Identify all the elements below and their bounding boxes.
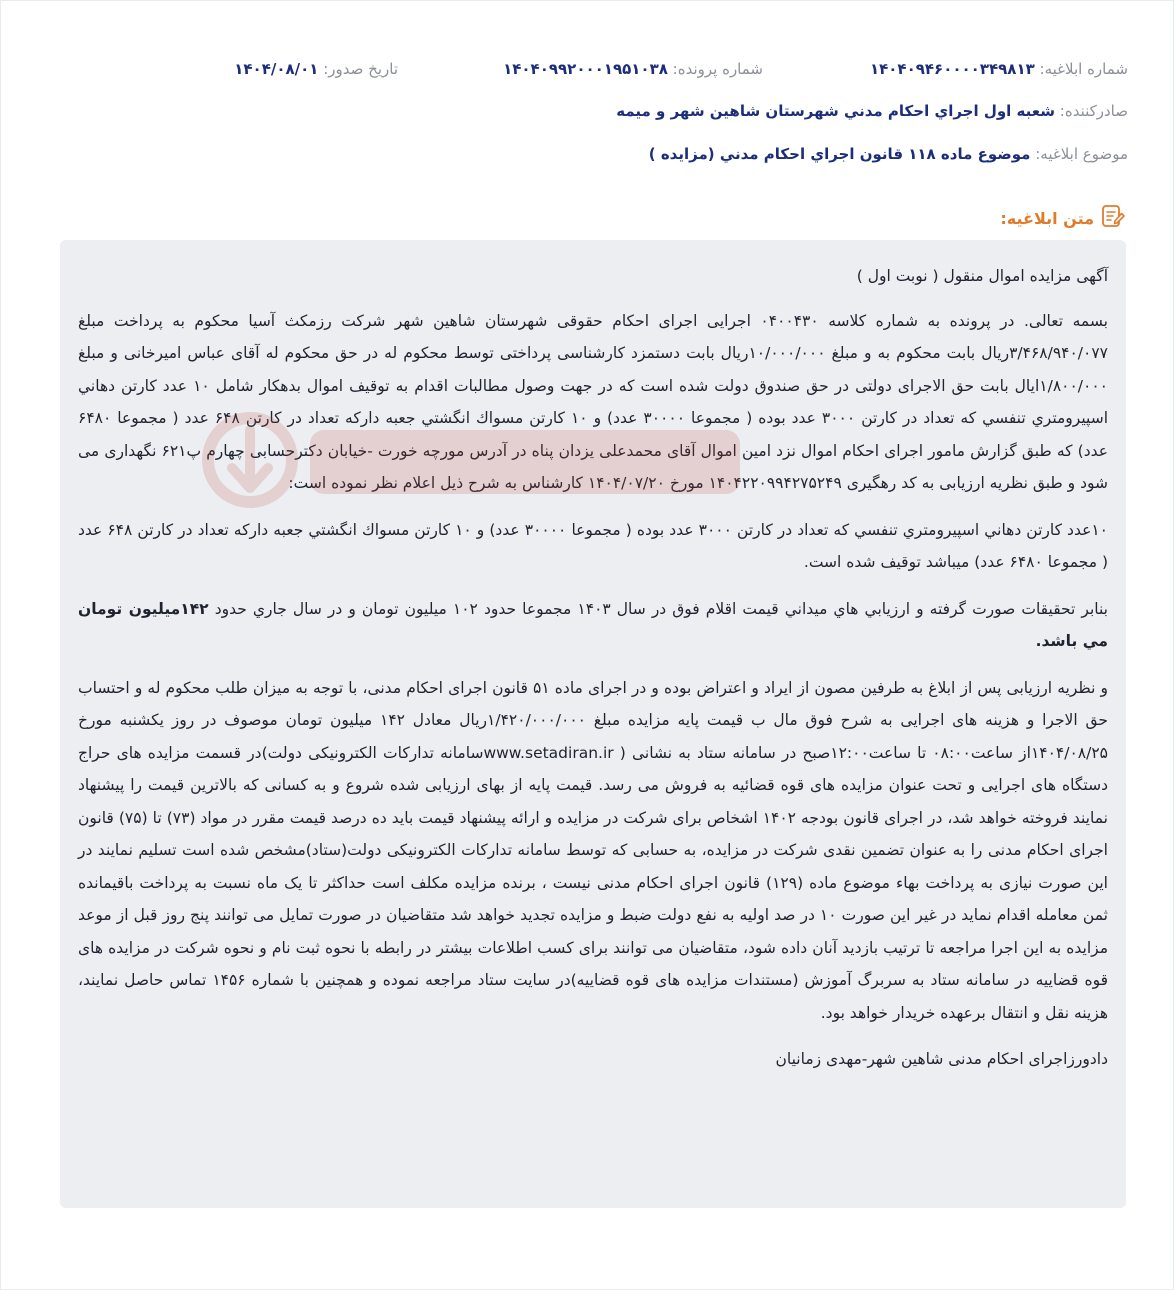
paragraph-4: و نظریه ارزیابی پس از ابلاغ به طرفین مصون از ایراد و اعتراض بوده و در اجرای ماده ۵۱ قانون اجرای احکام مدنی، با توجه به میزان طلب محکوم له و احتساب حق الاجرا و هزینه های اجرایی به شرح فوق مال ب قیمت پایه مزایده مبلغ ۱/۴۲۰/۰۰۰/۰۰۰ریال معادل ۱۴۲ میلیون تومان موصوف در روز یکشنبه مورخ ۱۴۰۴/۰۸/۲۵از ساعت۰۸:۰۰ تا ساعت۱۲:۰۰صبح در سامانه ستاد به نشانی ( www.setadiran.irسامانه تدارکات الکترونیکی دولت)در قسمت مزایده های حراج دستگاه های اجرایی و تحت عنوان مزایده های قوه قضائیه به فروش می رسد. قیمت پایه از بهای ارزیابی شده شروع و به کسانی که بالاترین قیمت را پیشنهاد نمایند فروخته خواهد شد، در اجرای قانون بودجه ۱۴۰۲ اشخاص برای شرکت در مزایده و ارائه پیشنهاد قیمت باید ده درصد قیمت مقرر در مواد (۷۳) تا (۷۵) قانون اجرای احکام مدنی را به عنوان تضمین نقدی شرکت در مزایده، به حسابی که توسط سامانه تدارکات الکترونیکی دولت(ستاد)مشخص شده است تسلیم نمایند در این صورت نیازی به پرداخت بهاء موضوع ماده (۱۲۹) قانون اجرای احکام مدنی نیست ، برنده مزایده مکلف است حداکثر تا یک ماه نسبت به پرداخت باقیمانده ثمن معامله اقدام نماید در غیر این صورت ۱۰ در صد اولیه به نفع دولت ضبط و مزایده تجدید خواهد شد متقاضیان در صورت تمایل می توانند پنج روز قبل از موعد مزایده به این اجرا مراجعه تا ترتیب بازدید آنان داده شود، متقاضیان می توانند برای کسب اطلاعات بیشتر در رابطه با نحوه ثبت نام و نحوه شرکت در مزایده های قوه قضاییه در سامانه ستاد به سربرگ آموزش (مستندات مزایده های قوه قضاییه)در سایت ستاد مراجعه نموده و همچنین با شماره ۱۴۵۶ تماس حاصل نمایند، هزینه نقل و انتقال برعهده خریدار خواهد بود.	[78, 678, 1108, 1022]
paragraph-3-bold: ۱۴۲ميليون تومان مي باشد.	[78, 599, 1108, 650]
notice-number	[870, 60, 1128, 78]
case-number	[503, 60, 763, 78]
issue-date-label: تاریخ صدور:	[323, 60, 398, 78]
paragraph-1: بسمه تعالی. در پرونده به شماره کلاسه ۰۴۰۰۴۳۰ اجرایی اجرای احکام حقوقی شهرستان شاهین شهر شرکت رزمکث آسیا محکوم به پرداخت مبلغ ۳/۴۶۸/۹۴۰/۰۷۷ریال بابت محکوم به و مبلغ ۱۰/۰۰۰/۰۰۰ریال بابت دستمزد کارشناسی پرداختی توسط محکوم له در حق محکوم له آقای عباس امیرخانی و مبلغ ۱/۸۰۰/۰۰۰ایال بابت حق الاجرای دولتی در حق صندوق دولت شده است که در جهت وصول مطالبات اقدام به توقیف اموال بدهکار شامل ۱۰ عدد کارتن دهاني اسپيرومتري تنفسي كه تعداد در كارتن ۳۰۰۰ عدد بوده ( مجموعا ۳۰۰۰۰ عدد) و ۱۰ كارتن مسواك انگشتي جعبه داركه تعداد در كارتن ۶۴۸ عدد ( مجموعا ۶۴۸۰ عدد) که طبق گزارش مامور اجرای احکام اموال نزد امین اموال آقای محمدعلی یزدان پناه در آدرس مورچه خورت -خیابان دکترحسابی چهارم پ۶۲۱ نگهداری می شود و طبق نظریه ارزیابی به کد رهگیری ۱۴۰۴۲۲۰۹۹۴۲۷۵۲۴۹ مورخ ۱۴۰۴/۰۷/۲۰ کارشناس به شرح ذیل اعلام نظر نموده است:	[78, 311, 1108, 492]
subject-value: موضوع ماده ۱۱۸ قانون اجراي احكام مدني (مزايده )	[648, 145, 1031, 163]
paragraph-3	[78, 593, 1108, 658]
notice-text-header	[1000, 203, 1126, 233]
issue-date	[234, 60, 398, 78]
subject-row	[649, 145, 1128, 163]
subject-label: موضوع ابلاغیه:	[1035, 145, 1128, 163]
auction-title: آگهی مزایده اموال منقول ( نوبت اول )	[856, 267, 1108, 285]
paragraph-2: ۱۰عدد كارتن دهاني اسپيرومتري تنفسي كه تعداد در كارتن ۳۰۰۰ عدد بوده ( مجموعا ۳۰۰۰۰ عدد) و ۱۰ كارتن مسواك انگشتي جعبه داركه تعداد در كارتن ۶۴۸ عدد ( مجموعا ۶۴۸۰ عدد) میباشد توقیف شده است.	[78, 520, 1109, 571]
issue-date-value: ۱۴۰۴/۰۸/۰۱	[234, 60, 319, 78]
notice-text-title: متن ابلاغیه:	[1000, 208, 1094, 228]
issuer-value: شعبه اول اجراي احكام مدني شهرستان شاهين شهر و ميمه	[616, 102, 1055, 120]
issuer-row	[616, 102, 1128, 120]
issuer-label: صادرکننده:	[1059, 102, 1128, 120]
case-number-label: شماره پرونده:	[672, 60, 763, 78]
notice-body	[60, 240, 1126, 1208]
document-edit-icon	[1100, 203, 1126, 233]
notice-number-value: ۱۴۰۴۰۹۴۶۰۰۰۰۳۴۹۸۱۳	[869, 60, 1035, 78]
notice-number-label: شماره ابلاغیه:	[1039, 60, 1128, 78]
case-number-value: ۱۴۰۴۰۹۹۲۰۰۰۱۹۵۱۰۳۸	[503, 60, 668, 78]
paragraph-3-text: بنابر تحقيقات صورت گرفته و ارزيابي هاي ميداني قيمت اقلام فوق در سال ۱۴۰۳ مجموعا حدود ۱۰۲ ميليون تومان و در سال جاري حدود	[208, 599, 1109, 618]
signature: دادورزاجرای احکام مدنی شاهین شهر-مهدی زمانیان	[775, 1050, 1108, 1068]
